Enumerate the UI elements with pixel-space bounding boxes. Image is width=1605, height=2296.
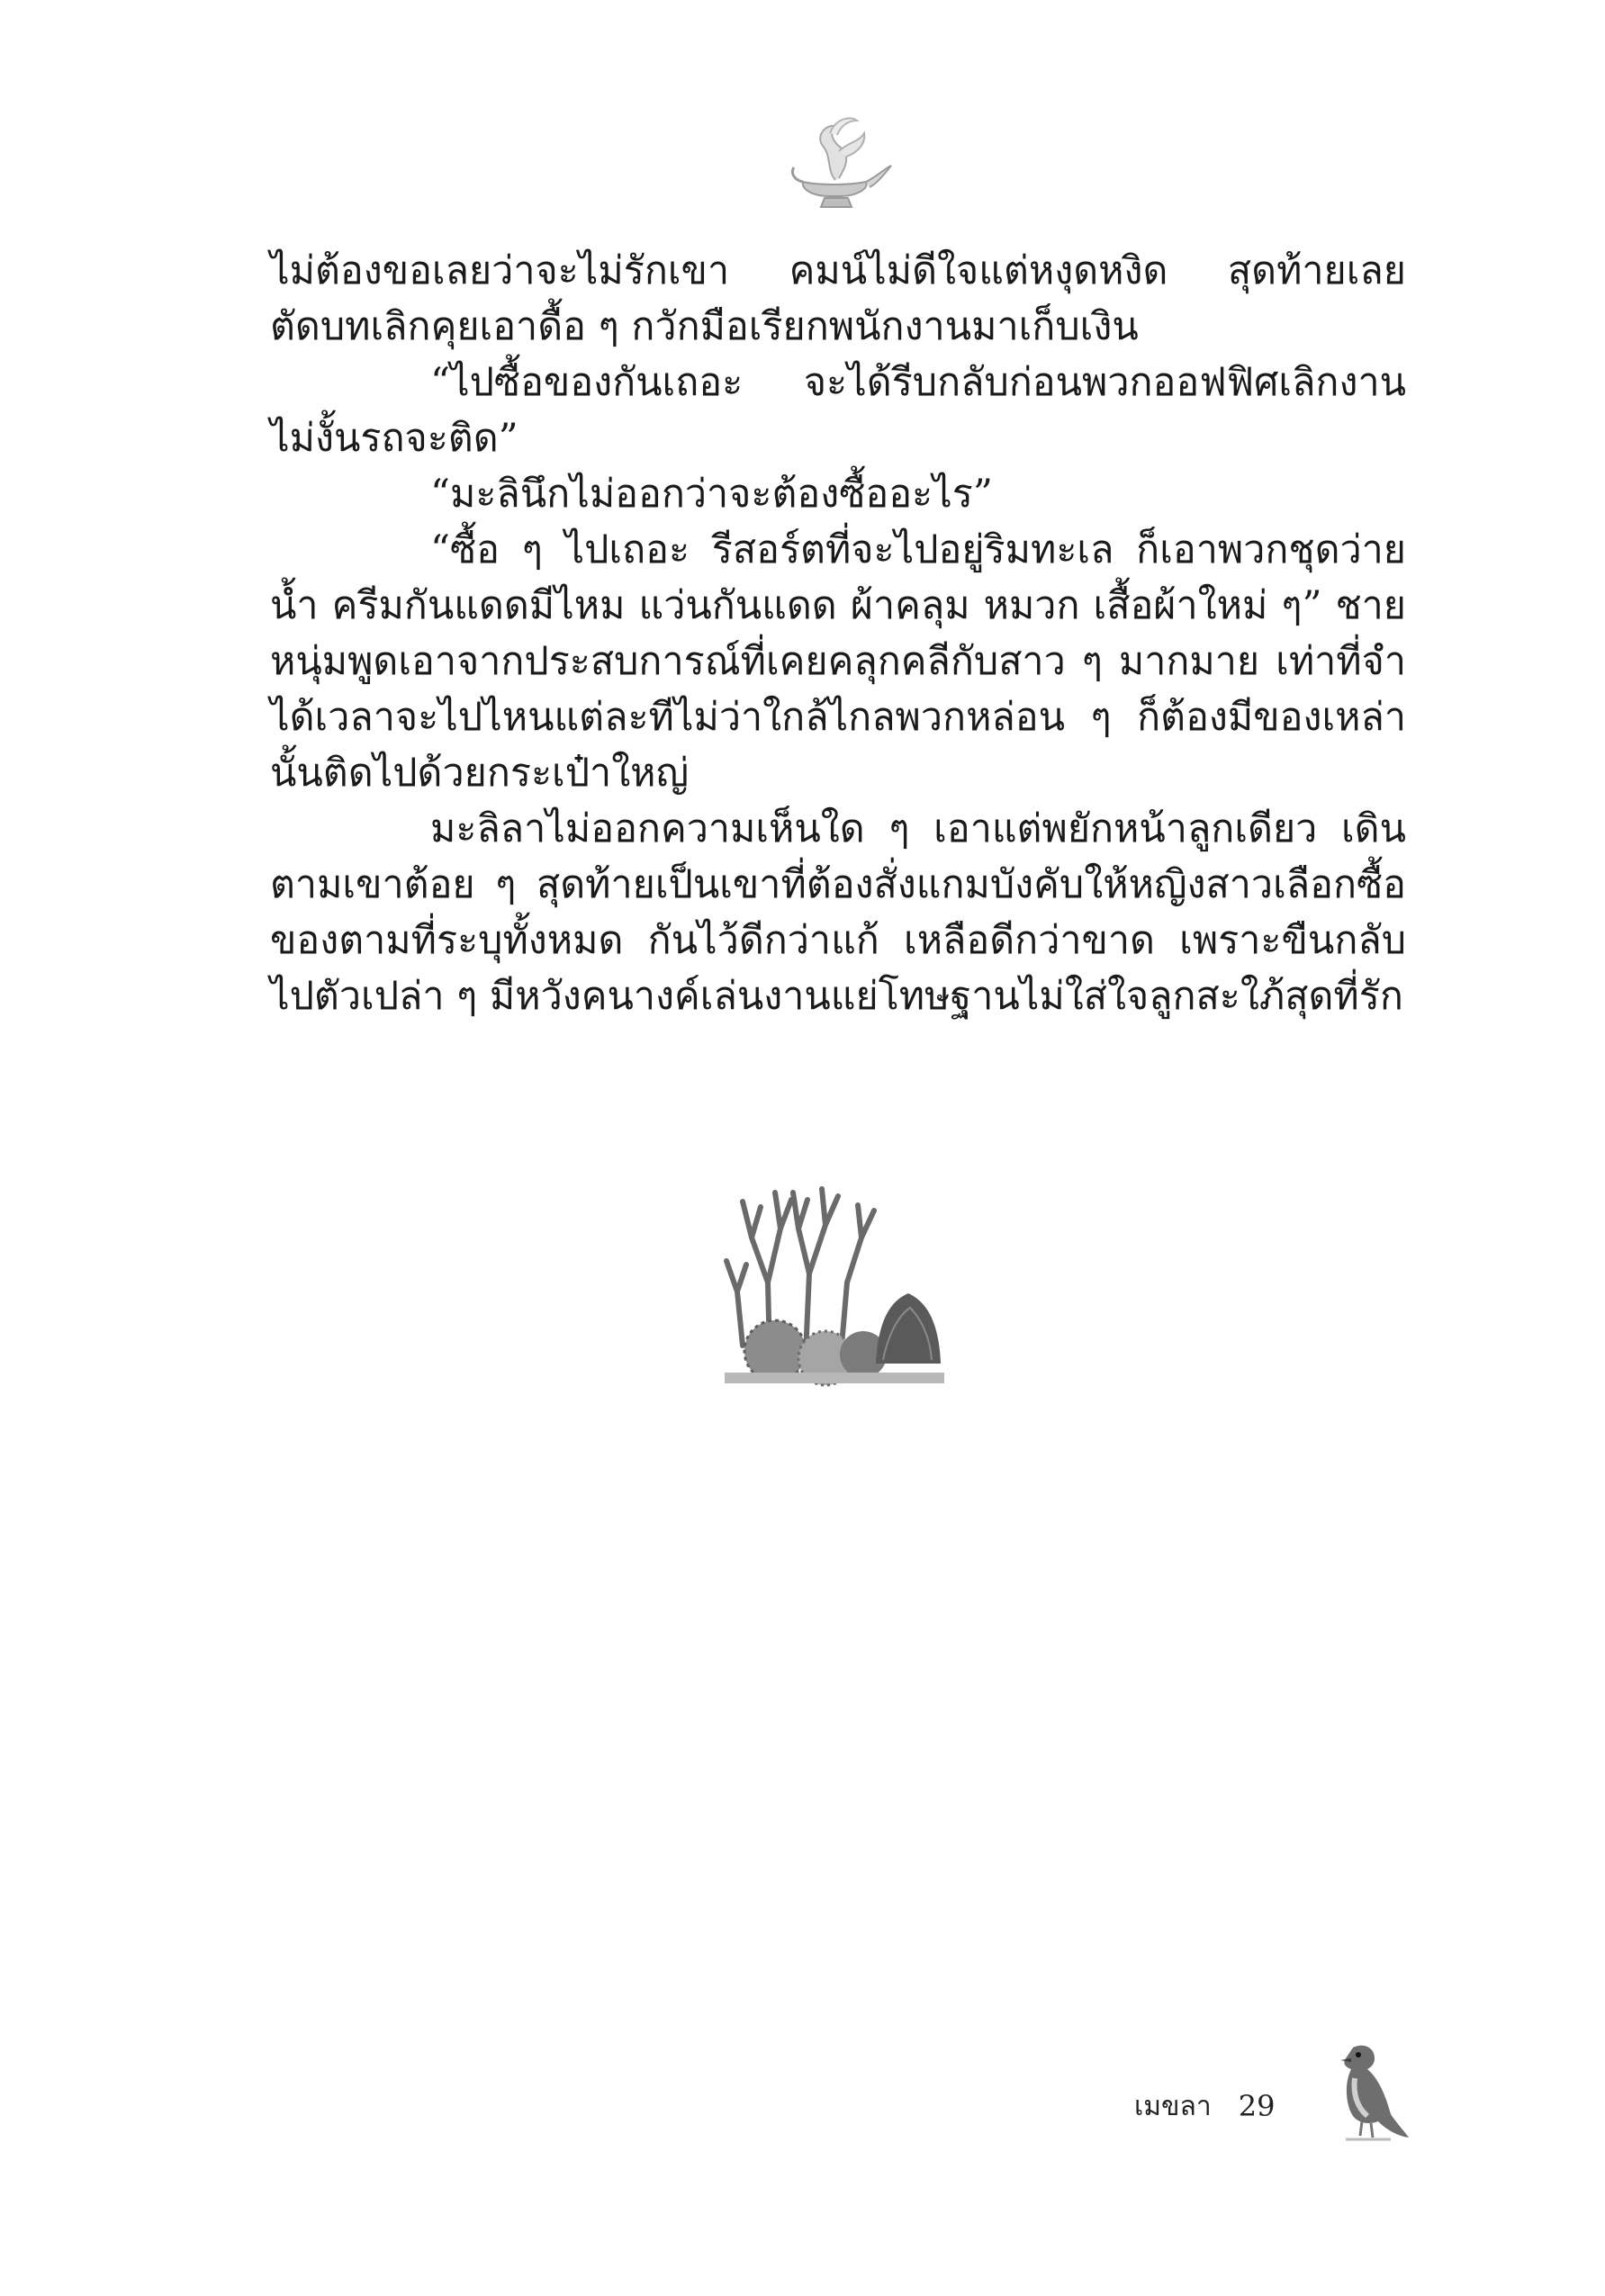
running-title: เมขลา xyxy=(1134,2090,1212,2122)
paragraph: “มะลินึกไม่ออกว่าจะต้องซื้ออะไร” xyxy=(430,472,993,517)
page-number: 29 xyxy=(1238,2089,1276,2123)
body-text xyxy=(270,243,1406,1024)
genie-lamp-icon xyxy=(776,106,895,225)
page-footer xyxy=(1134,2079,1276,2133)
bird-icon xyxy=(1319,2039,1409,2147)
paragraph: “ไปซื้อของกันเถอะ จะได้รีบกลับก่อนพวกออฟฟิศเลิกงาน ไม่งั้นรถจะติด” xyxy=(270,360,1406,461)
paragraph: “ซื้อ ๆ ไปเถอะ รีสอร์ตที่จะไปอยู่ริมทะเล ก็เอาพวกชุดว่ายน้ำ ครีมกันแดดมีไหม แว่นกันแดด ผ้าคลุม หมวก เสื้อผ้าใหม่ ๆ” ชายหนุ่มพูดเอาจากประสบการณ์ที่เคยคลุกคลีกับสาว ๆ มากมาย เท่าที่จำได้เวลาจะไปไหนแต่ละทีไม่ว่าใกล้ไกลพวกหล่อน ๆ ก็ต้องมีของเหล่านั้นติดไปด้วยกระเป๋าใหญ่ xyxy=(270,527,1406,796)
coral-icon xyxy=(716,1175,950,1391)
paragraph: ไม่ต้องขอเลยว่าจะไม่รักเขา คมน์ไม่ดีใจแต่หงุดหงิด สุดท้ายเลยตัดบทเลิกคุยเอาดื้อ ๆ กวักมือเรียกพนักงานมาเก็บเงิน xyxy=(270,248,1406,349)
paragraph: มะลิลาไม่ออกความเห็นใด ๆ เอาแต่พยักหน้าลูกเดียว เดินตามเขาต้อย ๆ สุดท้ายเป็นเขาที่ต้องสั่งแกมบังคับให้หญิงสาวเลือกซื้อของตามที่ระบุทั้งหมด กันไว้ดีกว่าแก้ เหลือดีกว่าขาด เพราะขืนกลับไปตัวเปล่า ๆ มีหวังคนางค์เล่นงานแย่โทษฐานไม่ใส่ใจลูกสะใภ้สุดที่รัก xyxy=(270,806,1406,1019)
